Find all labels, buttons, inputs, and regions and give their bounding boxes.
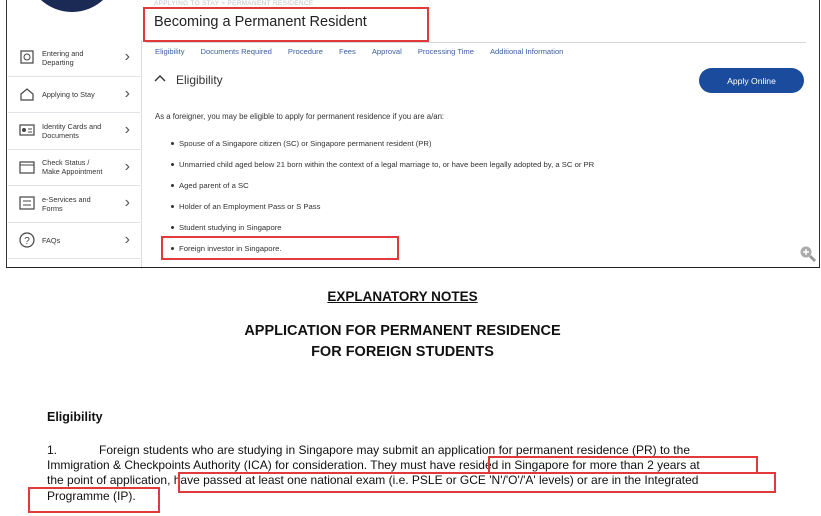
para-line-4: Programme (IP). <box>47 489 136 503</box>
tab-fees[interactable]: Fees <box>338 47 356 56</box>
explanatory-notes-heading: EXPLANATORY NOTES <box>327 289 478 304</box>
list-item: Spouse of a Singapore citizen (SC) or Singapore permanent resident (PR) <box>171 139 594 160</box>
document-section-eligibility: Eligibility <box>47 410 103 424</box>
sidebar-item-eservices[interactable] <box>8 186 140 223</box>
svg-text:?: ? <box>24 235 30 247</box>
house-icon <box>18 86 36 102</box>
section-title-eligibility[interactable]: Eligibility <box>176 73 223 87</box>
tab-eligibility[interactable]: Eligibility <box>155 47 185 56</box>
section-tabs <box>155 47 563 56</box>
list-item: Holder of an Employment Pass or S Pass <box>171 202 594 223</box>
sidebar-item-entering[interactable] <box>8 40 140 77</box>
chevron-right-icon: › <box>124 84 130 102</box>
calendar-icon <box>18 159 36 175</box>
sidebar-item-faqs[interactable] <box>8 223 140 260</box>
apply-online-button[interactable]: Apply Online <box>699 68 804 93</box>
tab-documents-required[interactable]: Documents Required <box>200 47 272 56</box>
tab-additional-information[interactable]: Additional Information <box>489 47 564 56</box>
tab-procedure[interactable]: Procedure <box>287 47 323 56</box>
ica-logo <box>26 0 118 12</box>
chevron-right-icon: › <box>124 157 130 175</box>
chevron-up-icon[interactable] <box>154 73 166 86</box>
id-card-icon <box>18 122 36 138</box>
question-icon <box>18 232 36 248</box>
sidebar-divider <box>141 40 142 269</box>
list-item: Aged parent of a SC <box>171 181 594 202</box>
para-line-3: the point of application, have passed at least one national exam (i.e. PSLE or GCE 'N'/'O'/'A' levels) or are in the Integrated <box>47 473 699 487</box>
para-line-1: Foreign students who are studying in Singapore may submit an application for permanent residence (PR) to the <box>99 443 690 457</box>
zoom-in-icon[interactable] <box>799 245 817 263</box>
sidebar-item-identity[interactable] <box>8 113 140 150</box>
sidebar-item-label: Identity Cards and Documents <box>42 121 102 140</box>
chevron-right-icon: › <box>124 48 130 65</box>
sidebar-item-label: e-Services and Forms <box>42 194 91 213</box>
eligibility-list <box>171 139 594 265</box>
list-item: Student studying in Singapore <box>171 223 594 244</box>
list-item: Unmarried child aged below 21 born within the context of a legal marriage to, or have been legally adopted by, a SC or PR <box>171 160 594 181</box>
passport-icon <box>18 49 36 65</box>
document-title-line2: FOR FOREIGN STUDENTS <box>311 344 494 360</box>
sidebar-item-label: Entering and Departing <box>42 48 84 67</box>
sidebar-item-applying[interactable] <box>8 77 140 114</box>
list-item: Foreign investor in Singapore. <box>171 244 594 265</box>
header-divider <box>146 42 806 43</box>
sidebar-item-label: Applying to Stay <box>42 89 95 99</box>
para-number: 1. <box>47 443 58 457</box>
sidebar-item-label: Check Status / Make Appointment <box>42 158 103 177</box>
sidebar-item-check-status[interactable] <box>8 150 140 187</box>
list-icon <box>18 195 36 211</box>
sidebar <box>8 40 140 259</box>
document-title-line1: APPLICATION FOR PERMANENT RESIDENCE <box>244 323 561 339</box>
chevron-right-icon: › <box>124 194 130 211</box>
page-title: Becoming a Permanent Resident <box>154 14 367 30</box>
intro-text: As a foreigner, you may be eligible to apply for permanent residence if you are a/an: <box>155 112 445 121</box>
breadcrumb[interactable]: APPLYING TO STAY > PERMANENT RESIDENCE <box>154 0 314 7</box>
sidebar-item-label: FAQs <box>42 235 61 245</box>
tab-approval[interactable]: Approval <box>371 47 402 56</box>
tab-processing-time[interactable]: Processing Time <box>417 47 474 56</box>
chevron-right-icon: › <box>124 230 130 248</box>
para-line-2: Immigration & Checkpoints Authority (ICA) for consideration. They must have resided in Singapore for more than 2 years at <box>47 458 700 472</box>
chevron-right-icon: › <box>124 121 130 138</box>
